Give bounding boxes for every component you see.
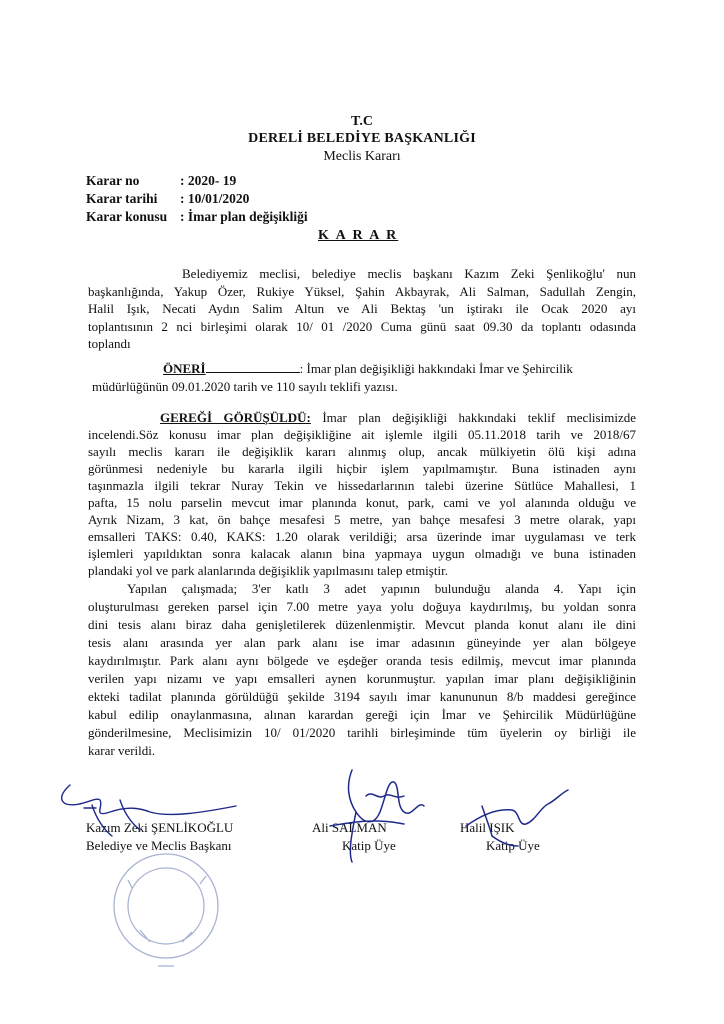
calisma-line: kabul edilip onaylanmasına, alınan karardan gereği için İmar ve Şehircilik Müdürlüğüne [88, 707, 636, 722]
gerek-line: pafta, 15 nolu parselin mevcut imar planında konut, park, cami ve yol alanında olduğu ve [88, 495, 636, 510]
karar-tarihi-value: : 10/01/2020 [180, 191, 250, 206]
calisma-line: gönderilmesine, Meclisimizin 10/ 01/2020 tarihli birleşiminde tüm üyelerin oy birliği ile [88, 725, 636, 740]
intro-line: toplantısının 2 nci birleşimi olarak 10/ 01 /2020 Cuma günü saat 09.30 da toplantı odasında [88, 319, 636, 334]
intro-line: başkanlığında, Yakup Özer, Rukiye Yüksel, Şahin Akbayrak, Ali Salman, Sadullah Zengin, [88, 284, 636, 299]
gerek-line: görünmesi nedeniyle bu kararla ilgili hiçbir işlem yapılmamıştır. Buna istinaden aynı [88, 461, 636, 476]
intro-line: Halil Işık, Necati Aydın Salim Altun ve Ali Bektaş 'un iştirakı ile Ocak 2020 ayı [88, 301, 636, 316]
header-institution: DERELİ BELEDİYE BAŞKANLIĞI [248, 131, 476, 146]
oneri-heading: ÖNERİ [163, 361, 206, 376]
karar-tarihi-label: Karar tarihi [86, 191, 158, 206]
calisma-line: karar verildi. [88, 743, 156, 758]
signature-2-drawing [330, 770, 424, 862]
signer-3-title: Katip Üye [486, 838, 540, 853]
karar-konusu-label: Karar konusu [86, 209, 168, 224]
signature-3-drawing [466, 790, 568, 846]
gerek-line: taşınmazla ilgili tekrar Nuray Tekin ve hissedarlarının talebi üzerine Sütlüce Mahallesi, 1 [88, 478, 636, 493]
calisma-line: tesis alanı arasında yer alan park alanı ise imar adasının güneyinde yer alan bölgeye [88, 635, 636, 650]
calisma-line: oluşturulması gereken parsel için 7.00 metre yaya yolu doğuya kaydırılmış, bu yoldan sonra [88, 599, 636, 614]
calisma-line: dini tesis alanı biraz daha genişletilerek düzenlenmiştir. Mevcut planda konut alanı ile dini [88, 617, 636, 632]
gerek-first-text: İmar plan değişikliği hakkındaki teklif meclisimizde [322, 410, 636, 425]
signer-2-name: Ali SALMAN [312, 820, 387, 835]
gerek-line: emsalleri TAKS: 0.40, KAKS: 1.20 olarak verildiği; arsa üzerinde imar uygulaması ve terk [88, 529, 636, 544]
header-doc-type: Meclis Kararı [323, 149, 401, 164]
signer-1-name: Kazım Zeki ŞENLİKOĞLU [86, 820, 234, 835]
calisma-line: ekteki tadilat planında görüldüğü şekilde 3194 sayılı imar kanununun 8/b maddesi gereğince [88, 689, 636, 704]
karar-konusu-value: : İmar plan değişikliği [180, 209, 308, 224]
signature-1-drawing [62, 785, 236, 836]
oneri-text: : İmar plan değişikliği hakkındaki İmar ve Şehircilik [299, 361, 573, 376]
signer-1-title: Belediye ve Meclis Başkanı [86, 838, 232, 853]
oneri-line-2: müdürlüğünün 09.01.2020 tarih ve 110 sayılı teklifi yazısı. [92, 379, 398, 394]
signer-2-title: Katip Üye [342, 838, 396, 853]
gerek-line: incelendi.Söz konusu imar plan değişikliğine ait işlemle ilgili 05.11.2018 tarih ve 2018/67 [88, 427, 636, 442]
signer-3-name: Halil IŞIK [460, 820, 515, 835]
intro-line: Belediyemiz meclisi, belediye meclis başkanı Kazım Zeki Şenlikoğlu' nun [182, 266, 636, 281]
gerek-line: sayılı meclis kararı ile değişiklik kararı alınmış olup, ancak mülkiyetin ölü kişi adına [88, 444, 636, 459]
calisma-line: verilen yapı nizamı ve yapı emsalleri aynen korunmuştur. yapılan imar planı değişikliğinin [88, 671, 636, 686]
calisma-line: Yapılan çalışmada; 3'er katlı 3 adet yapının bulunduğu alanda 4. Yapı için [127, 581, 636, 596]
gerek-line: plandaki yol ve park alanlarında değişiklik yapılmasını talep etmiştir. [88, 563, 448, 578]
intro-line: toplandı [88, 336, 131, 351]
calisma-line: kaydırılmıştır. Park alanı aynı bölgede ve eşdeğer oranda tesis edilmiş, mevcut imar planında [88, 653, 636, 668]
seal-stamp-drawing [114, 854, 218, 966]
decision-title: K A R A R [318, 228, 399, 243]
karar-no-value: : 2020- 19 [180, 173, 237, 188]
gerek-heading: GEREĞİ GÖRÜŞÜLDÜ: [160, 410, 311, 425]
gerek-line: Ayrık Nizam, 3 kat, ön bahçe mesafesi 5 metre, yan bahçe mesafesi 3 metre olarak, yapı [88, 512, 636, 527]
gerek-line: işlemleri yapıldıktan sonra kalacak alanın bina yapmaya uygun olmadığı ve buna istinaden [88, 546, 636, 561]
header-tc: T.C [351, 114, 373, 129]
karar-no-label: Karar no [86, 173, 140, 188]
